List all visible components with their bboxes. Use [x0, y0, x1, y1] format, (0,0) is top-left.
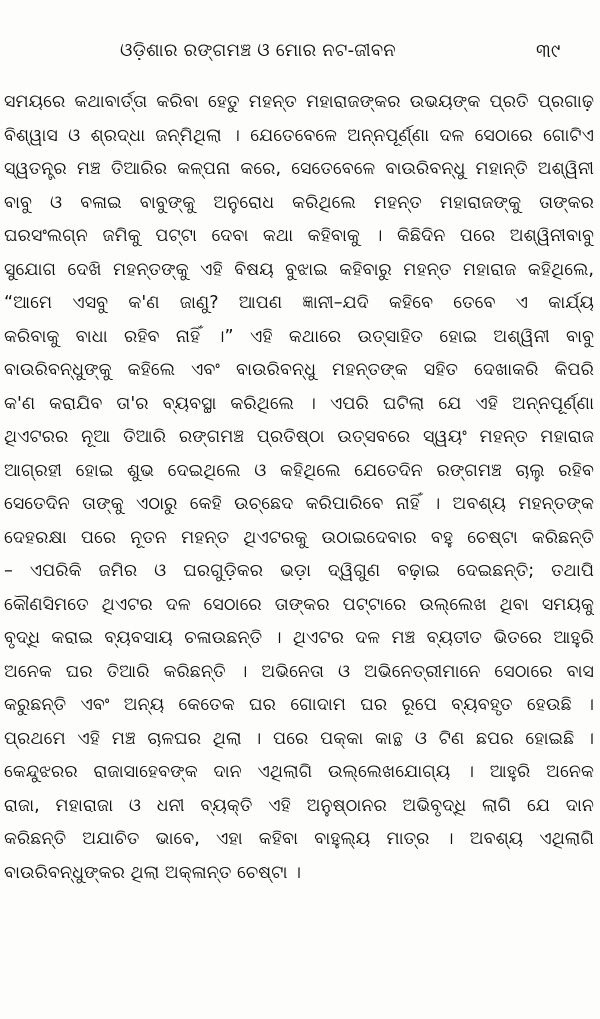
- text-line: ବାବୁ ଓ ବଳାଇ ବାବୁଙ୍କୁ ଅନୁରୋଧ କରିଥିଲେ ମହନ୍ତ ମହାରାଜଙ୍କୁ ତାଙ୍କର: [4, 192, 594, 213]
- text-line: “ଆମେ ଏସବୁ କ'ଣ ଜାଣୁ? ଆପଣ ଜ୍ଞାନୀ–ଯଦି କହିବେ ତେବେ ଏ କାର୍ଯ୍ୟ: [4, 293, 594, 313]
- text-line: ରାଜା, ମହାରାଜା ଓ ଧନୀ ବ୍ୟକ୍ତି ଏହି ଅନୁଷ୍ଠାନର ଅଭିବୃଦ୍ଧି ଲାଗି ଯେ ଦାନ: [4, 795, 594, 816]
- text-line: ଥିଏଟରର ନୂଆ ତିଆରି ରଙ୍ଗମଞ୍ଚ ପ୍ରତିଷ୍ଠା ଉତ୍ସବରେ ସ୍ୱୟଂ ମହନ୍ତ ମହାରାଜ: [4, 427, 594, 447]
- page-number: ୩୯: [536, 40, 561, 62]
- text-line: ବାଉରିବନ୍ଧୁଙ୍କୁ କହିଲେ ଏବଂ ବାଉରିବନ୍ଧୁ ମହନ୍ତଙ୍କ ସହିତ ଦେଖାକରି କିପରି: [4, 360, 594, 380]
- text-line: ବିଶ୍ୱାସ ଓ ଶ୍ରଦ୍ଧା ଜନ୍ମିଥିଲା । ଯେତେବେଳେ ଅନ୍ନପୂର୍ଣ୍ଣା ଦଳ ସେଠାରେ ଗୋଟିଏ: [4, 125, 594, 146]
- text-line: ବାଉରିବନ୍ଧୁଙ୍କର ଥିଲା ଅକ୍ଳାନ୍ତ ଚେଷ୍ଟା ।: [4, 862, 302, 883]
- text-line: ସ୍ୱତନ୍ତ୍ର ମଞ୍ଚ ତିଆରିର କଳ୍ପନା କରେ, ସେତେବେଳେ ବାଉରିବନ୍ଧୁ ମହାନ୍ତି ଅଶ୍ୱିନୀ: [4, 159, 594, 179]
- text-line: ସେତେଦିନ ତାଙ୍କୁ ଏଠାରୁ କେହି ଉଚ୍ଛେଦ କରିପାରିବେ ନାହିଁ । ଅବଶ୍ୟ ମହନ୍ତଙ୍କ: [4, 494, 594, 514]
- running-header-title: ଓଡ଼ିଶାର ରଙ୍ଗମଞ୍ଚ ଓ ମୋର ନଟ-ଜୀବନ: [120, 40, 396, 61]
- text-line: ଦେହରକ୍ଷା ପରେ ନୂତନ ମହନ୍ତ ଥିଏଟରକୁ ଉଠାଇଦେବାର ବହୁ ଚେଷ୍ଟା କରିଛନ୍ତି: [4, 527, 594, 548]
- text-line: କେନ୍ଦୁଝରର ରାଜାସାହେବଙ୍କ ଦାନ ଏଥିଲାଗି ଉଲ୍ଲେଖଯୋଗ୍ୟ । ଆହୁରି ଅନେକ: [4, 762, 594, 782]
- text-line: ଅନେକ ଘର ତିଆରି କରିଛନ୍ତି । ଅଭିନେତା ଓ ଅଭିନେତ୍ରୀମାନେ ସେଠାରେ ବାସ: [4, 661, 594, 682]
- text-line: ସମୟରେ କଥାବାର୍ତ୍ତା କରିବା ହେତୁ ମହନ୍ତ ମହାରାଜଙ୍କର ଉଭୟଙ୍କ ପ୍ରତି ପ୍ରଗାଢ଼: [4, 92, 594, 112]
- text-line: ଘରସଂଲଗ୍ନ ଜମିକୁ ପଟ୍ଟା ଦେବା କଥା କହିବାକୁ । କିଛିଦିନ ପରେ ଅଶ୍ୱିନୀବାବୁ: [4, 226, 594, 246]
- text-line: ବୃଦ୍ଧି କରାଇ ବ୍ୟବସାୟ ଚଳାଉଛନ୍ତି । ଥିଏଟର ଦଳ ମଞ୍ଚ ବ୍ୟତୀତ ଭିତରେ ଆହୁରି: [4, 628, 594, 648]
- text-line: – ଏପରିକି ଜମିର ଓ ଘରଗୁଡ଼ିକର ଭଡ଼ା ଦ୍ୱିଗୁଣ ବଢ଼ାଇ ଦେଇଛନ୍ତି; ତଥାପି: [4, 561, 594, 581]
- body-paragraph: [4, 86, 594, 890]
- text-line: ଆଗ୍ରହୀ ହୋଇ ଶୁଭ ଦେଇଥିଲେ ଓ କହିଥିଲେ ଯେତେଦିନ ରଙ୍ଗମଞ୍ଚ ଚାଲୁ ରହିବ: [4, 460, 594, 481]
- text-line: ପ୍ରଥମେ ଏହି ମଞ୍ଚ ଚାଳଘର ଥିଲା । ପରେ ପକ୍କା କାନ୍ଥ ଓ ଟିଣ ଛପର ହୋଇଛି ।: [4, 728, 594, 749]
- text-line: କରୁଛନ୍ତି ଏବଂ ଅନ୍ୟ କେତେକ ଘର ଗୋଦାମ ଘର ରୂପେ ବ୍ୟବହୃତ ହେଉଛି ।: [4, 695, 594, 715]
- text-line: କୌଣସିମତେ ଥିଏଟର ଦଳ ସେଠାରେ ତାଙ୍କର ପଟ୍ଟାରେ ଉଲ୍ଲେଖ ଥିବା ସମୟକୁ: [4, 594, 594, 615]
- text-line: କ'ଣ କରାଯିବ ତା'ର ବ୍ୟବସ୍ଥା କରିଥିଲେ । ଏପରି ଘଟିଲା ଯେ ଏହି ଅନ୍ନପୂର୍ଣ୍ଣା: [4, 393, 594, 414]
- text-line: କରିଛନ୍ତି ଅଯାଚିତ ଭାବେ, ଏହା କହିବା ବାହୁଲ୍ୟ ମାତ୍ର । ଅବଶ୍ୟ ଏଥିଲାଗି: [4, 829, 594, 849]
- text-line: କରିବାକୁ ବାଧା ରହିବ ନାହିଁ ।” ଏହି କଥାରେ ଉତ୍ସାହିତ ହୋଇ ଅଶ୍ୱିନୀ ବାବୁ: [4, 326, 594, 347]
- text-line: ସୁଯୋଗ ଦେଖି ମହନ୍ତଙ୍କୁ ଏହି ବିଷୟ ବୁଝାଇ କହିବାରୁ ମହନ୍ତ ମହାରାଜ କହିଥିଲେ,: [4, 259, 594, 280]
